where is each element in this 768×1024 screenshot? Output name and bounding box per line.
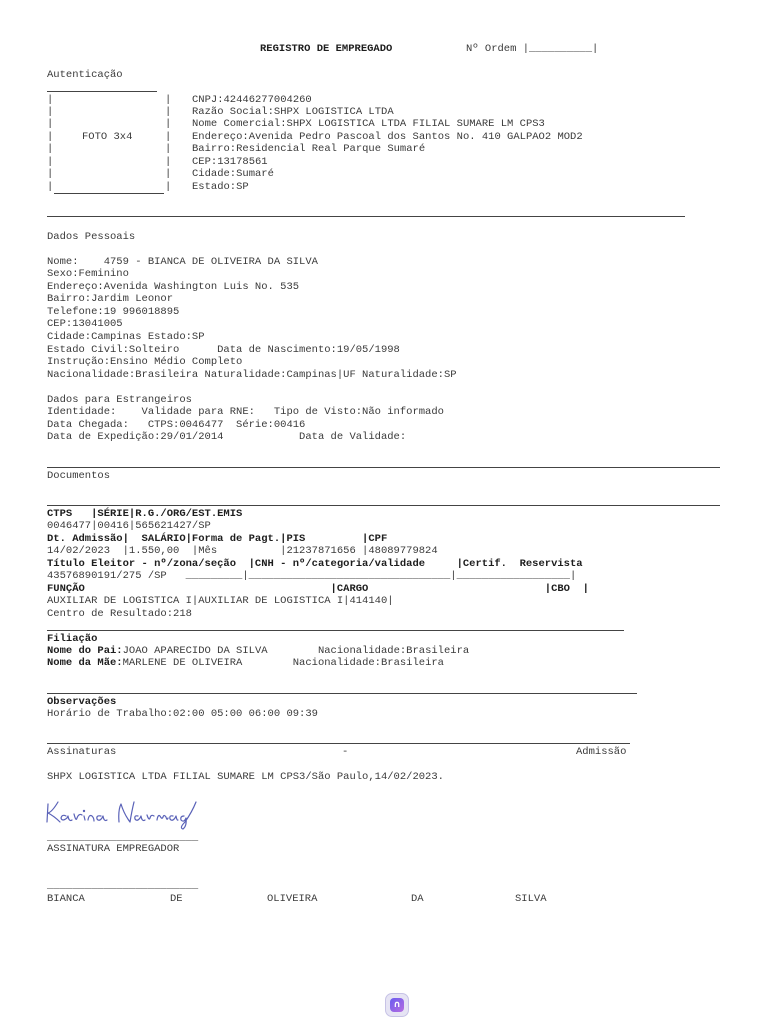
signatures-label: Assinaturas (47, 746, 117, 758)
section-title: Observações (47, 696, 117, 708)
arrival: Data Chegada: CTPS:0046477 Série:00416 (47, 419, 306, 431)
company-address: Endereço:Avenida Pedro Pascoal dos Santos No. 410 GALPAO2 MOD2 (192, 131, 583, 143)
employee-signature-line: ________________________ (47, 880, 199, 892)
app-logo-icon: ∩ (390, 998, 404, 1012)
doc-header-ctps: CTPS |SÉRIE|R.G./ORG/EST.EMIS (47, 508, 243, 520)
nationality: Nacionalidade:Brasileira Naturalidade:Campinas|UF Naturalidade:SP (47, 369, 457, 381)
razao-social: Razão Social:SHPX LOGISTICA LTDA (192, 106, 394, 118)
doc-header-voter: Título Eleitor - nº/zona/seção |CNH - nº/categoria/validade |Certif. Reservista (47, 558, 583, 570)
section-title: Dados Pessoais (47, 231, 136, 243)
district: Bairro:Jardim Leonor (47, 293, 174, 305)
employee-name-part: BIANCA (47, 893, 85, 905)
document-title: REGISTRO DE EMPREGADO (260, 43, 393, 55)
result-center: Centro de Resultado:218 (47, 608, 192, 620)
section-title: Dados para Estrangeiros (47, 394, 192, 406)
father-value: JOAO APARECIDO DA SILVA Nacionalidade:Brasileira (122, 645, 470, 657)
doc-values-ctps: 0046477|00416|565621427/SP (47, 520, 211, 532)
address: Endereço:Avenida Washington Luis No. 535 (47, 281, 300, 293)
divider (47, 467, 720, 468)
section-title: Filiação (47, 633, 98, 645)
employer-signature-line: ________________________ (47, 832, 199, 844)
employee-name-part: DA (411, 893, 424, 905)
company-cep: CEP:13178561 (192, 156, 268, 168)
employer-signature-label: ASSINATURA EMPREGADOR (47, 843, 180, 855)
company-state: Estado:SP (192, 181, 249, 193)
nome-comercial: Nome Comercial:SHPX LOGISTICA LTDA FILIAL SUMARE LM CPS3 (192, 118, 545, 130)
company-city: Cidade:Sumaré (192, 168, 274, 180)
education: Instrução:Ensino Médio Completo (47, 356, 243, 368)
mother-value: MARLENE DE OLIVEIRA Nacionalidade:Brasileira (122, 657, 444, 669)
place-date: SHPX LOGISTICA LTDA FILIAL SUMARE LM CPS3/São Paulo,14/02/2023. (47, 771, 444, 783)
doc-values-voter: 43576890191/275 /SP _________|________________________________|__________________| (47, 570, 577, 582)
employer-signature (44, 796, 204, 832)
cep: CEP:13041005 (47, 318, 123, 330)
company-district: Bairro:Residencial Real Parque Sumaré (192, 143, 426, 155)
divider (47, 216, 685, 217)
mother-row (47, 657, 444, 669)
phone: Telefone:19 996018895 (47, 306, 180, 318)
mother-label: Nome da Mãe: (47, 657, 123, 669)
father-row (47, 645, 469, 657)
sex: Sexo:Feminino (47, 268, 129, 280)
city: Cidade:Campinas Estado:SP (47, 331, 205, 343)
civil-status: Estado Civil:Solteiro Data de Nascimento:19/05/1998 (47, 344, 400, 356)
divider (47, 693, 637, 694)
employee-name-part: SILVA (515, 893, 547, 905)
admission-label: Admissão (576, 746, 627, 758)
issue-date: Data de Expedição:29/01/2014 Data de Validade: (47, 431, 407, 443)
employee-name: Nome: 4759 - BIANCA DE OLIVEIRA DA SILVA (47, 256, 318, 268)
work-hours: Horário de Trabalho:02:00 05:00 06:00 09:39 (47, 708, 318, 720)
order-number: Nº Ordem |__________| (466, 43, 599, 55)
doc-values-admission: 14/02/2023 |1.550,00 |Mês |21237871656 |48089779824 (47, 545, 438, 557)
employee-name-part: DE (170, 893, 183, 905)
employee-name-part: OLIVEIRA (267, 893, 318, 905)
doc-header-function: FUNÇÃO |CARGO |CBO | (47, 583, 589, 595)
floating-app-button[interactable] (385, 993, 409, 1017)
documents-title: Documentos (47, 470, 111, 482)
identity: Identidade: Validade para RNE: Tipo de Visto:Não informado (47, 406, 444, 418)
father-label: Nome do Pai: (47, 645, 123, 657)
auth-label: Autenticação (47, 69, 123, 81)
doc-header-admission: Dt. Admissão| SALÁRIO|Forma de Pagt.|PIS |CPF (47, 533, 388, 545)
doc-values-function: AUXILIAR DE LOGISTICA I|AUXILIAR DE LOGISTICA I|414140| (47, 595, 394, 607)
signatures-dash: - (342, 746, 349, 758)
photo-label: FOTO 3x4 (82, 131, 133, 143)
divider (47, 630, 624, 631)
divider (47, 743, 630, 744)
divider (47, 505, 720, 506)
cnpj: CNPJ:42446277004260 (192, 94, 312, 106)
